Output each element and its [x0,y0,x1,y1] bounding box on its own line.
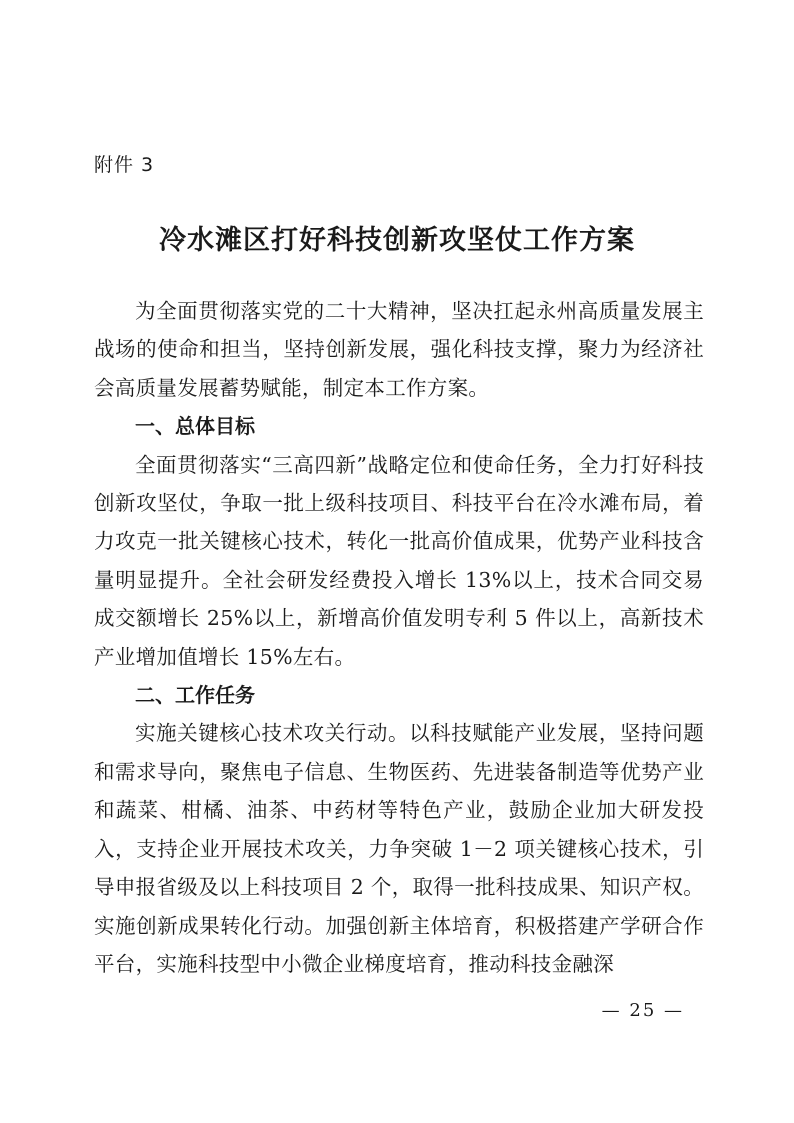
section-heading-tasks: 二、工作任务 [135,683,255,708]
section-body-tasks: 实施关键核心技术攻关行动。以科技赋能产业发展，坚持问题和需求导向，聚焦电子信息、生物医药、先进装备制造等优势产业和蔬菜、柑橘、油茶、中药材等特色产业，鼓励企业加大研发投入，支持企业开展技术攻关，力争突破 1－2 项关键核心技术，引导申报省级及以上科技项目 2 个，取得一批科技成果、知识产权。实施创新成果转化行动。加强创新主体培育，积极搭建产学研合作平台，实施科技型中小微企业梯度培育，推动科技金融深 [94,721,704,976]
document-title: 冷水滩区打好科技创新攻坚仗工作方案 [159,225,635,256]
page-number: — 25 — [601,1000,684,1021]
attachment-label: 附件 3 [94,154,155,176]
intro-paragraph: 为全面贯彻落实党的二十大精神，坚决扛起永州高质量发展主战场的使命和担当，坚持创新发展，强化科技支撑，聚力为经济社会高质量发展蓄势赋能，制定本工作方案。 [94,299,704,400]
section-heading-goals: 一、总体目标 [135,414,255,439]
section-body-goals: 全面贯彻落实“三高四新”战略定位和使命任务，全力打好科技创新攻坚仗，争取一批上级科技项目、科技平台在冷水滩布局，着力攻克一批关键核心技术，转化一批高价值成果，优势产业科技含量明显提升。全社会研发经费投入增长 13%以上，技术合同交易成交额增长 25%以上，新增高价值发明专利 5 件以上，高新技术产业增加值增长 15%左右。 [94,452,704,669]
document-body [94,292,704,983]
